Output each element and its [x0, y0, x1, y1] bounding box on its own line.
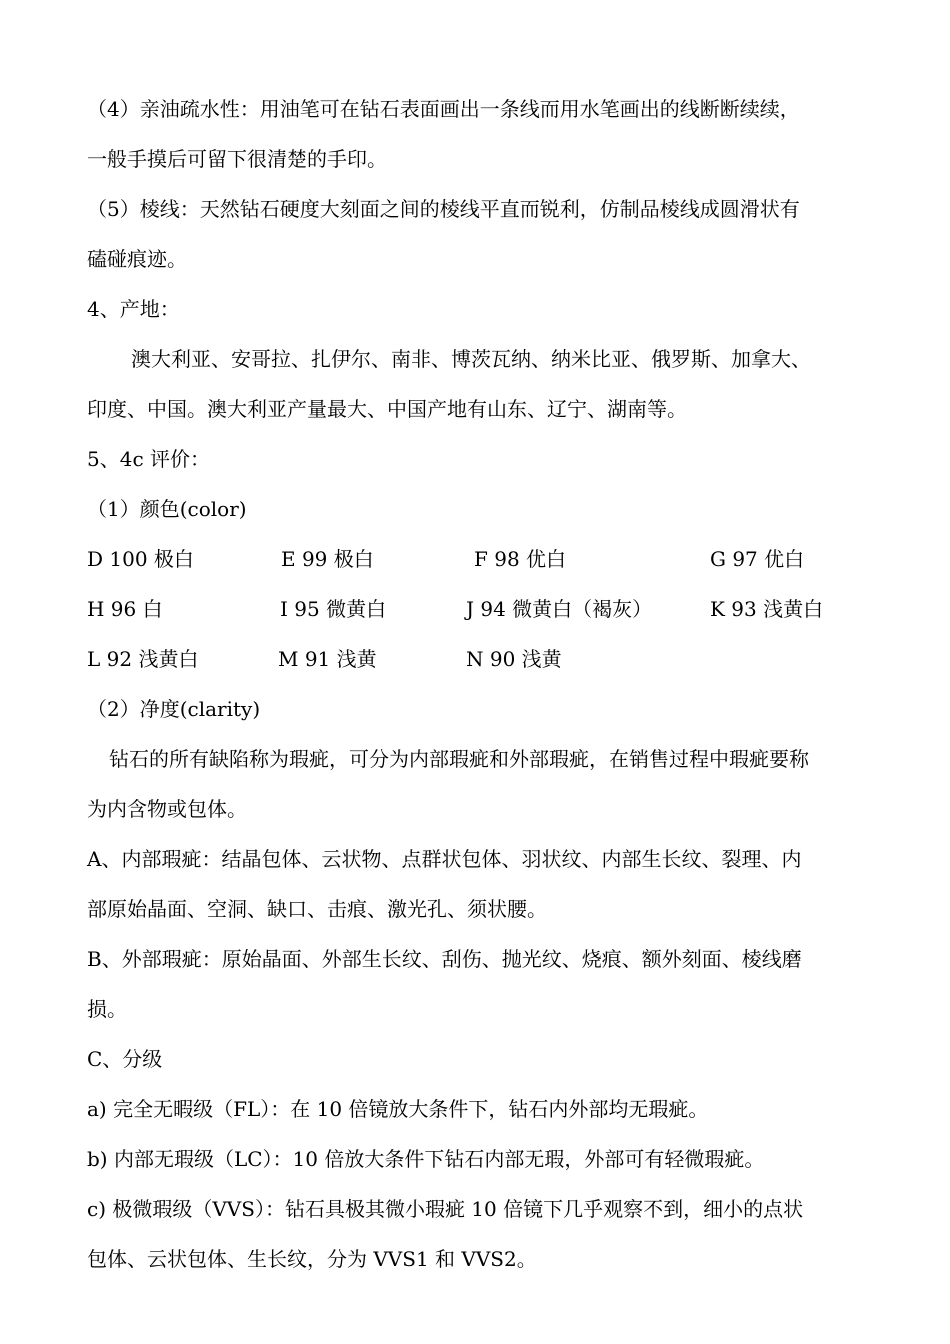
- paragraph-origin-line2: 印度、中国。澳大利亚产量最大、中国产地有山东、辽宁、湖南等。: [87, 397, 687, 421]
- section-heading-origin: 4、产地：: [87, 297, 180, 321]
- subheading-clarity: （2）净度(clarity): [87, 697, 261, 721]
- color-grade: M 91 浅黄: [278, 647, 377, 671]
- color-grade: K 93 浅黄白: [710, 597, 824, 621]
- subheading-color: （1）颜色(color): [87, 497, 247, 521]
- paragraph-edges-line1: （5）棱线：天然钻石硬度大刻面之间的棱线平直而锐利，仿制品棱线成圆滑状有: [87, 197, 800, 221]
- paragraph-clarity-line1: 钻石的所有缺陷称为瑕疵，可分为内部瑕疵和外部瑕疵，在销售过程中瑕疵要称: [109, 747, 809, 771]
- color-grade: J 94 微黄白（褐灰）: [466, 597, 653, 621]
- paragraph-clarity-line2: 为内含物或包体。: [87, 797, 247, 821]
- paragraph-lipophilic-line1: （4）亲油疏水性：用油笔可在钻石表面画出一条线而用水笔画出的线断断续续，: [87, 97, 800, 121]
- paragraph-external-flaws-line1: B、外部瑕疵：原始晶面、外部生长纹、刮伤、抛光纹、烧痕、额外刻面、棱线磨: [87, 947, 802, 971]
- paragraph-internal-flaws-line1: A、内部瑕疵：结晶包体、云状物、点群状包体、羽状纹、内部生长纹、裂理、内: [87, 847, 802, 871]
- paragraph-origin-line1: 澳大利亚、安哥拉、扎伊尔、南非、博茨瓦纳、纳米比亚、俄罗斯、加拿大、: [131, 347, 811, 371]
- color-grade: G 97 优白: [710, 547, 805, 571]
- paragraph-external-flaws-line2: 损。: [87, 997, 127, 1021]
- paragraph-internal-flaws-line2: 部原始晶面、空洞、缺口、击痕、激光孔、须状腰。: [87, 897, 547, 921]
- paragraph-lipophilic-line2: 一般手摸后可留下很清楚的手印。: [87, 147, 387, 171]
- subheading-grading: C、分级: [87, 1047, 163, 1071]
- color-grade-row: [87, 534, 888, 584]
- color-grade: L 92 浅黄白: [87, 647, 199, 671]
- grading-item-fl: a) 完全无暇级（FL）：在 10 倍镜放大条件下，钻石内外部均无瑕疵。: [87, 1097, 709, 1121]
- paragraph-edges-line2: 磕碰痕迹。: [87, 247, 187, 271]
- color-grade-row: [87, 634, 888, 684]
- color-grade: E 99 极白: [281, 547, 374, 571]
- grading-item-vvs-line2: 包体、云状包体、生长纹，分为 VVS1 和 VVS2。: [87, 1247, 537, 1271]
- color-grade: F 98 优白: [474, 547, 567, 571]
- color-grade: I 95 微黄白: [280, 597, 387, 621]
- section-heading-4c: 5、4c 评价：: [87, 447, 211, 471]
- color-grade: D 100 极白: [87, 547, 194, 571]
- color-grade: N 90 浅黄: [466, 647, 562, 671]
- color-grade: H 96 白: [87, 597, 163, 621]
- color-grade-row: [87, 584, 888, 634]
- grading-item-vvs-line1: c) 极微瑕级（VVS）：钻石具极其微小瑕疵 10 倍镜下几乎观察不到，细小的点状: [87, 1197, 804, 1221]
- grading-item-lc: b) 内部无瑕级（LC）：10 倍放大条件下钻石内部无瑕，外部可有轻微瑕疵。: [87, 1147, 765, 1171]
